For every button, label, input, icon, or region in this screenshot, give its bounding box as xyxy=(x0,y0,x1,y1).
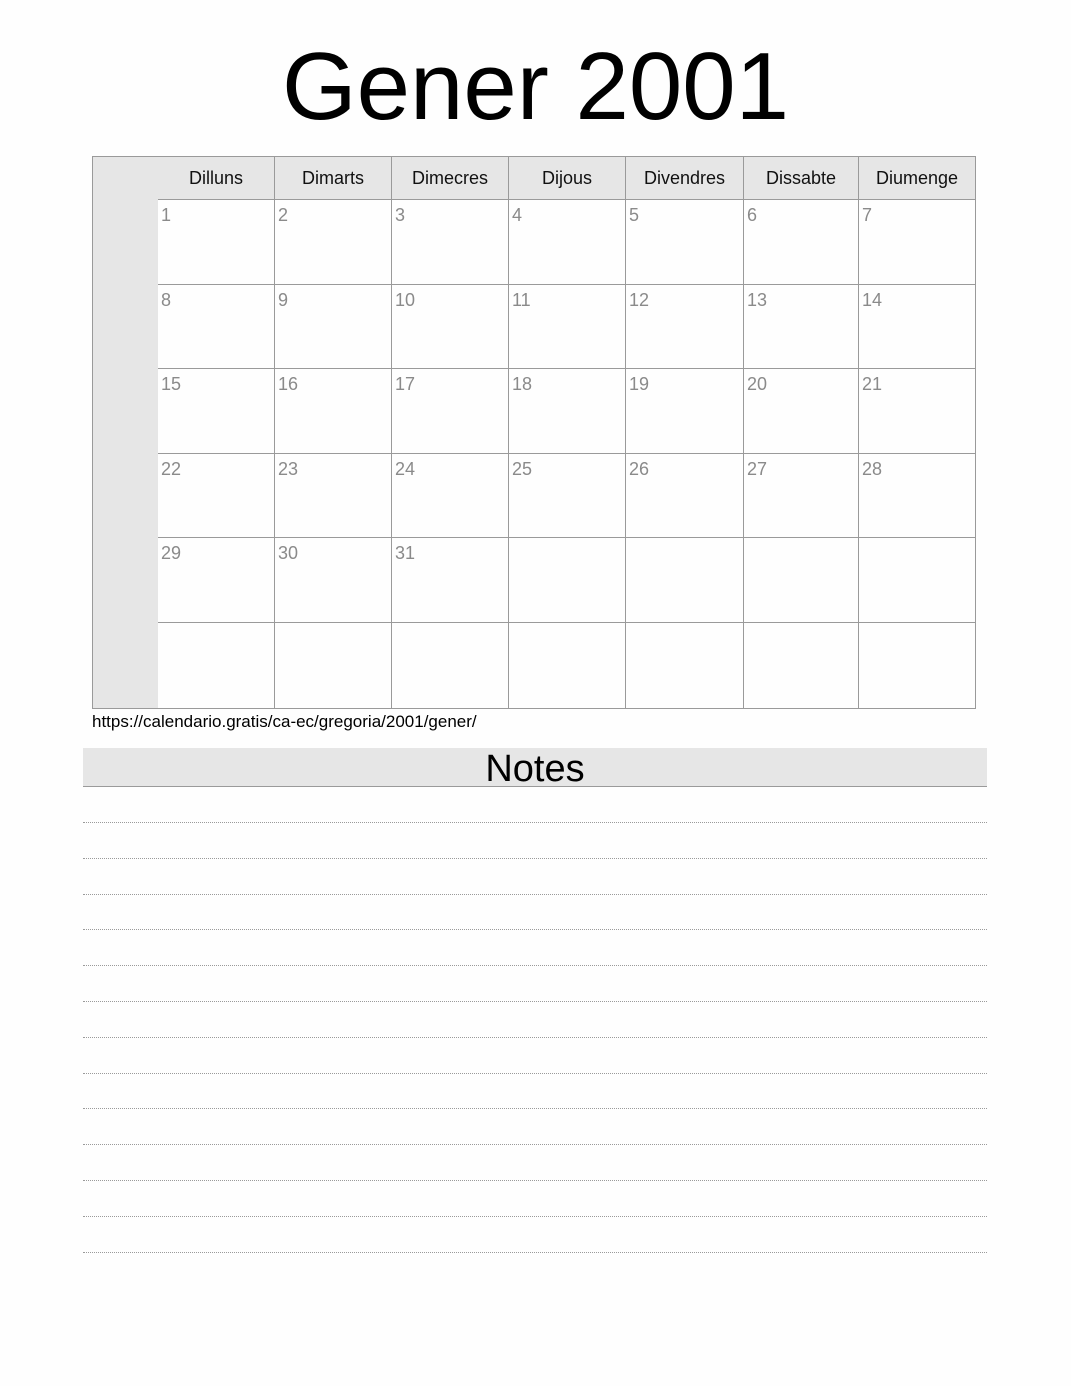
day-cell xyxy=(392,538,509,623)
day-cell xyxy=(626,623,744,708)
note-line xyxy=(83,1001,987,1002)
day-number: 5 xyxy=(629,205,640,225)
day-cell xyxy=(158,623,275,708)
day-number: 28 xyxy=(862,458,883,479)
day-number: 16 xyxy=(278,374,299,395)
day-number: 22 xyxy=(161,458,182,479)
page-title: Gener 2001 xyxy=(281,33,790,140)
day-cell xyxy=(744,369,859,454)
day-cell xyxy=(626,369,744,454)
day-cell xyxy=(275,623,392,708)
day-number: 25 xyxy=(512,458,533,479)
day-cell xyxy=(626,285,744,370)
weekday-header: Divendres xyxy=(626,157,744,200)
weekday-header: Dissabte xyxy=(744,157,859,200)
day-number: 2 xyxy=(278,205,289,225)
day-number: 17 xyxy=(395,374,416,395)
day-number: 6 xyxy=(747,205,758,225)
note-line xyxy=(83,822,987,823)
day-cell xyxy=(158,454,275,539)
note-line xyxy=(83,1037,987,1038)
day-cell xyxy=(275,454,392,539)
week-number-column xyxy=(93,157,159,708)
day-number: 18 xyxy=(512,374,533,395)
day-cell xyxy=(744,454,859,539)
day-number: 31 xyxy=(395,543,416,564)
day-cell xyxy=(859,200,975,285)
calendar-grid xyxy=(92,156,976,709)
day-number: 14 xyxy=(862,289,883,310)
note-line xyxy=(83,1073,987,1074)
day-number: 7 xyxy=(862,205,873,225)
day-cell xyxy=(859,285,975,370)
day-cell xyxy=(275,285,392,370)
day-number: 4 xyxy=(512,205,523,225)
day-cell xyxy=(158,369,275,454)
day-number: 23 xyxy=(278,458,299,479)
weekday-header: Diumenge xyxy=(859,157,975,200)
day-cell xyxy=(158,285,275,370)
note-line xyxy=(83,1108,987,1109)
note-line xyxy=(83,1216,987,1217)
day-cell xyxy=(158,200,275,285)
day-cell xyxy=(275,538,392,623)
weekday-header: Dilluns xyxy=(158,157,275,200)
day-cell xyxy=(859,454,975,539)
day-number: 3 xyxy=(395,205,406,225)
day-cell xyxy=(509,454,626,539)
day-number: 27 xyxy=(747,458,768,479)
note-line xyxy=(83,1144,987,1145)
day-cell xyxy=(626,538,744,623)
day-cell xyxy=(392,454,509,539)
day-cell xyxy=(509,369,626,454)
day-cell xyxy=(392,623,509,708)
note-line xyxy=(83,894,987,895)
note-line xyxy=(83,1180,987,1181)
day-number: 30 xyxy=(278,543,299,564)
note-line xyxy=(83,1252,987,1253)
day-number: 24 xyxy=(395,458,416,479)
day-cell xyxy=(744,623,859,708)
day-number: 10 xyxy=(395,289,416,310)
day-cell xyxy=(509,285,626,370)
day-cell xyxy=(275,200,392,285)
day-number: 1 xyxy=(161,205,172,225)
day-cell xyxy=(509,200,626,285)
day-number: 12 xyxy=(629,289,650,310)
weekday-header: Dimecres xyxy=(392,157,509,200)
day-number: 29 xyxy=(161,543,182,564)
day-cell xyxy=(509,623,626,708)
day-cell xyxy=(744,200,859,285)
day-number: 9 xyxy=(278,289,289,310)
day-number: 11 xyxy=(512,289,531,310)
source-url[interactable]: https://calendario.gratis/ca-ec/gregoria/2001/gener/ xyxy=(92,712,477,731)
day-cell xyxy=(626,200,744,285)
day-cell xyxy=(859,369,975,454)
day-cell xyxy=(392,285,509,370)
day-cell xyxy=(392,369,509,454)
note-line xyxy=(83,858,987,859)
day-cell xyxy=(626,454,744,539)
day-cell xyxy=(859,538,975,623)
day-number: 15 xyxy=(161,374,182,395)
day-cell xyxy=(744,285,859,370)
day-number: 20 xyxy=(747,374,768,395)
day-number: 8 xyxy=(161,289,172,310)
note-line xyxy=(83,965,987,966)
notes-title: Notes xyxy=(83,748,987,787)
day-number: 13 xyxy=(747,289,768,310)
weekday-header: Dijous xyxy=(509,157,626,200)
day-cell xyxy=(392,200,509,285)
weekday-header: Dimarts xyxy=(275,157,392,200)
note-line xyxy=(83,929,987,930)
calendar-days xyxy=(158,157,975,708)
day-number: 26 xyxy=(629,458,650,479)
day-cell xyxy=(859,623,975,708)
day-cell xyxy=(275,369,392,454)
day-cell xyxy=(509,538,626,623)
day-number: 19 xyxy=(629,374,650,395)
day-cell xyxy=(158,538,275,623)
day-cell xyxy=(744,538,859,623)
day-number: 21 xyxy=(862,374,883,395)
